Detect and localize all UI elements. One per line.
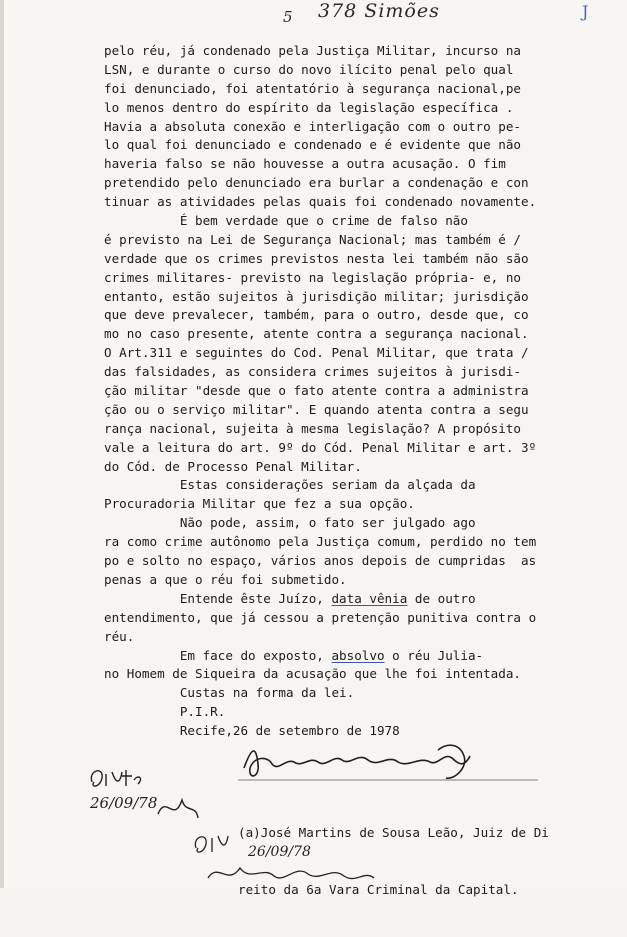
svg-text:26/09/78: 26/09/78 (90, 794, 158, 812)
ciente-left-handwriting (86, 764, 206, 834)
body-line: Em face do exposto, absolvo o réu Julia- (104, 647, 484, 663)
handwritten-ciente-bottom (188, 826, 428, 892)
body-line: É bem verdade que o crime de falso não (104, 213, 468, 229)
body-line: Recife,26 de setembro de 1978 (104, 723, 400, 739)
page-left-edge (0, 0, 4, 888)
body-line: verdade que os crimes previstos nesta lei também não são (104, 250, 529, 266)
body-line: ção ou o serviço militar". E quando atenta contra a segu (104, 401, 529, 417)
body-line: que deve prevalecer, também, para o outro, desde que, co (104, 307, 529, 323)
body-line: vale a leitura do art. 9º do Cód. Penal Militar e art. 3º (104, 439, 537, 455)
body-line: Não pode, assim, o fato ser julgado ago (104, 515, 476, 531)
body-line: foi denunciado, foi atentatório à segurança nacional,pe (104, 80, 522, 96)
body-line: mo no caso presente, atente contra a segurança nacional. (104, 326, 529, 342)
body-line: rança nacional, sujeita à mesma legislação? A propósito (104, 420, 522, 436)
body-line: pelo réu, já condenado pela Justiça Militar, incurso na (104, 43, 522, 58)
body-line: haveria falso se não houvesse a outra acusação. O fim (104, 156, 506, 172)
handwritten-signature (238, 738, 558, 784)
body-line: Custas na forma da lei. (104, 685, 355, 701)
body-line: crimes militares- previsto na legislação própria- e, no (104, 269, 522, 285)
body-line: é previsto na Lei de Segurança Nacional; mas também é / (104, 231, 522, 247)
svg-text:26/09/78: 26/09/78 (248, 844, 311, 860)
signature-area (238, 738, 558, 784)
body-line: no Homem de Siqueira da acusação que lhe foi intentada. (104, 666, 522, 682)
body-line: Procuradoria Militar que fez a sua opção. (104, 496, 415, 512)
body-line: das falsidades, as considera crimes sujeitos à jurisdi- (104, 364, 522, 380)
ciente-bottom-handwriting (188, 826, 428, 888)
underlined-phrase: data vênia (331, 590, 408, 606)
body-line: entanto, estão sujeitos à jurisdição militar; jurisdição (104, 288, 529, 304)
body-line: Havia a absoluta conexão e interligação com o outro pe- (104, 118, 522, 134)
body-line: po e solto no espaço, vários anos depois de cumpridas as (104, 553, 537, 569)
corner-mark: J (582, 2, 589, 21)
body-line: lo menos dentro do espírito da legislação específica . (104, 99, 514, 115)
body-line: penas a que o réu foi submetido. (104, 571, 347, 587)
signature-line-2: reito da 6a Vara Criminal da Capital. (238, 881, 519, 897)
handwritten-folio-note: 378 Simões (318, 0, 440, 22)
handwritten-page-number: 5 (283, 8, 293, 26)
body-line: entendimento, que já cessou a pretenção punitiva contra o (104, 609, 537, 625)
signature-line-1: (a)José Martins de Sousa Leão, Juiz de Di (238, 824, 549, 840)
body-line: ra como crime autônomo pela Justiça comum, perdido no tem (104, 534, 537, 550)
document-body (104, 42, 614, 741)
body-line: lo qual foi denunciado e condenado e é evidente que não (104, 137, 522, 153)
underlined-phrase: absolvo (331, 647, 385, 663)
body-line: P.I.R. (104, 704, 226, 720)
body-line: do Cód. de Processo Penal Militar. (104, 458, 362, 474)
body-line: Entende êste Juízo, data vênia de outro (104, 590, 476, 606)
body-line: tinuar as atividades pelas quais foi condenado novamente. (104, 194, 537, 210)
body-line: réu. (104, 628, 135, 644)
body-line: LSN, e durante o curso do novo ilícito penal pelo qual (104, 61, 514, 77)
body-line: pretendido pelo denunciado era burlar a condenação e con (104, 175, 529, 191)
body-line: O Art.311 e seguintes do Cod. Penal Militar, que trata / (104, 345, 529, 361)
body-line: ção militar "desde que o fato atente contra a administra (104, 383, 529, 399)
body-line: Estas considerações seriam da alçada da (104, 477, 476, 493)
